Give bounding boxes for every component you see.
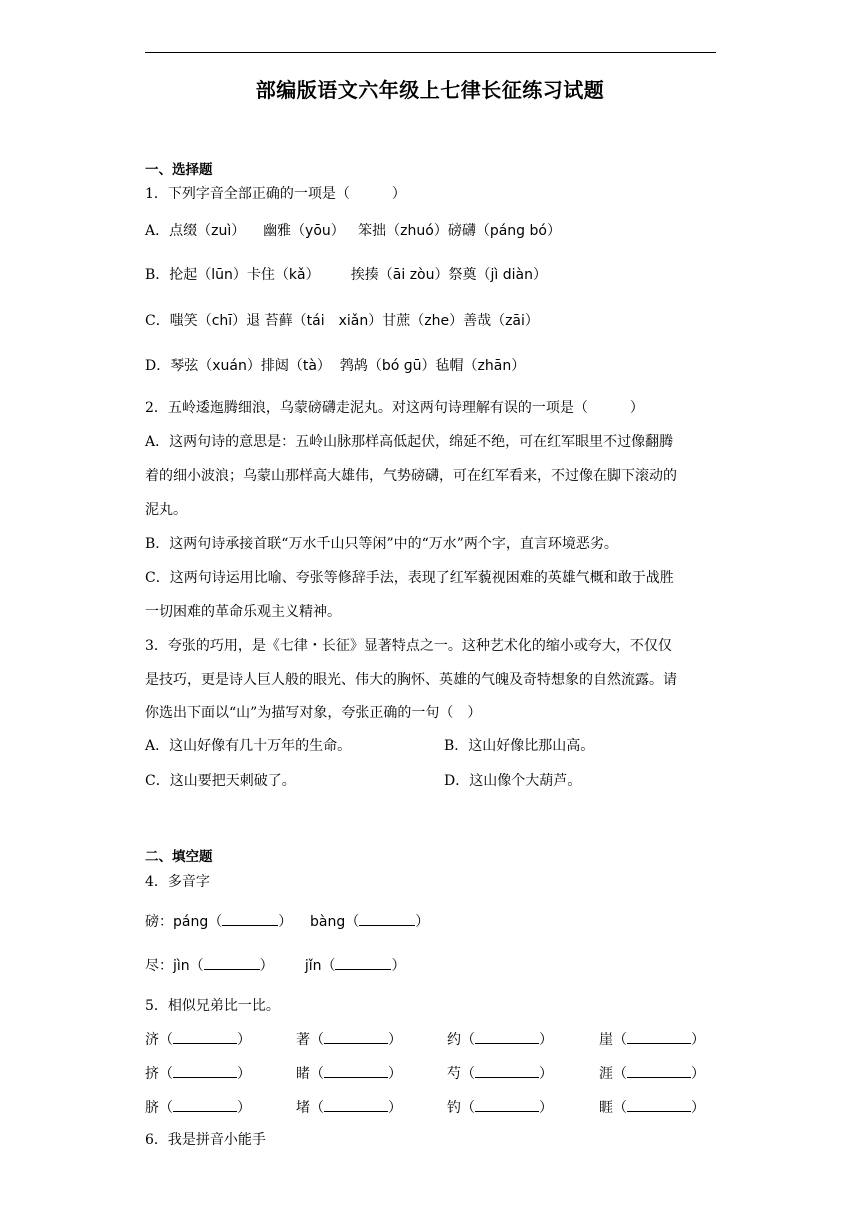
word: 毡帽 xyxy=(435,358,464,374)
pinyin: （páng bó） xyxy=(475,223,561,239)
similar-char: 睹 xyxy=(296,1066,310,1082)
paren-close: ） xyxy=(691,1032,705,1048)
answer-blank[interactable] xyxy=(627,1030,691,1044)
page-title: 部编版语文六年级上七律长征练习试题 xyxy=(255,78,605,102)
similar-char-item xyxy=(145,1064,251,1084)
answer-blank[interactable] xyxy=(475,1030,539,1044)
word: 鹁鸪 xyxy=(339,358,368,374)
word: 点缀 xyxy=(169,223,198,239)
answer-blank[interactable] xyxy=(173,1030,237,1044)
similar-char-item xyxy=(599,1030,705,1050)
pinyin: jǐn xyxy=(304,958,322,974)
q3-option-c: C．这山要把天刺破了。 xyxy=(145,773,296,789)
paren-close: ） xyxy=(388,1066,402,1082)
similar-char-item xyxy=(145,1030,251,1050)
word: 磅礴 xyxy=(447,223,476,239)
q2-option-c-line1: C．这两句诗运用比喻、夸张等修辞手法，表现了红军藐视困难的英雄气概和敢于战胜 xyxy=(145,570,674,586)
similar-char: 著 xyxy=(296,1032,310,1048)
similar-char-item xyxy=(447,1030,553,1050)
q1-stem: 1．下列字音全部正确的一项是（ ） xyxy=(145,186,406,202)
paren-close: ） xyxy=(237,1066,251,1082)
paren-close: ） xyxy=(691,1100,705,1116)
pinyin: （xuán） xyxy=(198,358,261,374)
pinyin: （zhuó） xyxy=(386,223,448,239)
answer-blank[interactable] xyxy=(324,1030,388,1044)
similar-char: 约 xyxy=(447,1032,461,1048)
q1-option-b xyxy=(145,265,547,285)
similar-char-item xyxy=(296,1098,402,1118)
word: 卡住 xyxy=(246,267,275,283)
paren-close: ） xyxy=(391,958,406,974)
pinyin: （tái xiǎn） xyxy=(292,313,383,329)
paren-close: ） xyxy=(237,1100,251,1116)
section-heading-fill: 二、填空题 xyxy=(145,849,213,865)
pinyin: （zhān） xyxy=(463,358,526,374)
paren-close: ） xyxy=(415,914,430,930)
answer-blank[interactable] xyxy=(324,1064,388,1078)
pinyin: páng xyxy=(173,914,209,930)
q3-option-b: B．这山好像比那山高。 xyxy=(444,738,595,754)
paren-open: （ xyxy=(461,1066,475,1082)
paren-open: （ xyxy=(189,958,204,974)
similar-char-item xyxy=(599,1098,705,1118)
answer-blank[interactable] xyxy=(173,1098,237,1112)
q2-stem: 2．五岭逶迤腾细浪，乌蒙磅礴走泥丸。对这两句诗理解有误的一项是（ ） xyxy=(145,400,644,416)
header-rule xyxy=(145,52,716,53)
pinyin: （zuì） xyxy=(197,223,246,239)
q1-option-d xyxy=(145,356,525,376)
similar-char: 堵 xyxy=(296,1100,310,1116)
paren-close: ） xyxy=(237,1032,251,1048)
word: 挨揍 xyxy=(350,267,379,283)
similar-char: 钓 xyxy=(447,1100,461,1116)
option-letter: C． xyxy=(145,313,170,329)
section-heading-choice: 一、选择题 xyxy=(145,162,213,178)
word: 善哉 xyxy=(463,313,492,329)
paren-close: ） xyxy=(539,1100,553,1116)
paren-open: （ xyxy=(159,1032,173,1048)
q2-option-c-line2: 一切困难的革命乐观主义精神。 xyxy=(145,604,341,620)
paren-open: （ xyxy=(613,1100,627,1116)
paren-open: （ xyxy=(310,1100,324,1116)
word: 祭奠 xyxy=(448,267,477,283)
q3-option-a: A．这山好像有几十万年的生命。 xyxy=(145,738,352,754)
answer-blank[interactable] xyxy=(173,1064,237,1078)
pinyin: （tà） xyxy=(288,358,331,374)
pinyin: （chī） xyxy=(197,313,247,329)
pinyin: （yōu） xyxy=(291,223,345,239)
word: 退 苔藓 xyxy=(246,313,293,329)
q1-option-c xyxy=(145,311,539,331)
pinyin: （lūn） xyxy=(197,267,247,283)
q2-option-a-line3: 泥丸。 xyxy=(145,502,187,518)
similar-char: 济 xyxy=(145,1032,159,1048)
word: 琴弦 xyxy=(170,358,199,374)
option-letter: D． xyxy=(145,358,171,374)
paren-open: （ xyxy=(159,1100,173,1116)
q1-option-a xyxy=(145,221,561,241)
option-letter: B． xyxy=(145,267,170,283)
paren-open: （ xyxy=(159,1066,173,1082)
answer-blank[interactable] xyxy=(475,1064,539,1078)
similar-char-item xyxy=(296,1064,402,1084)
word: 嗤笑 xyxy=(169,313,198,329)
option-letter: A． xyxy=(145,223,170,239)
pinyin: （bó ɡū） xyxy=(367,358,436,374)
paren-close: ） xyxy=(539,1032,553,1048)
paren-close: ） xyxy=(539,1066,553,1082)
similar-char-item xyxy=(145,1098,251,1118)
similar-char-item xyxy=(447,1064,553,1084)
similar-char-item xyxy=(447,1098,553,1118)
q4-row-jin xyxy=(145,956,405,976)
paren-open: （ xyxy=(310,1066,324,1082)
pinyin: （kǎ） xyxy=(274,267,320,283)
pinyin: （āi zòu） xyxy=(378,267,449,283)
paren-close: ） xyxy=(388,1100,402,1116)
similar-char-item xyxy=(599,1064,705,1084)
answer-blank[interactable] xyxy=(475,1098,539,1112)
answer-blank[interactable] xyxy=(222,912,278,926)
polyphone-char: 尽： xyxy=(145,958,173,974)
answer-blank[interactable] xyxy=(359,912,415,926)
similar-char: 芍 xyxy=(447,1066,461,1082)
paren-open: （ xyxy=(310,1032,324,1048)
similar-char: 挤 xyxy=(145,1066,159,1082)
paren-close: ） xyxy=(259,958,274,974)
pinyin: jìn xyxy=(173,958,190,974)
paren-open: （ xyxy=(345,914,360,930)
q4-stem: 4．多音字 xyxy=(145,874,210,890)
q4-row-pang xyxy=(145,912,429,932)
paren-close: ） xyxy=(278,914,293,930)
word: 抡起 xyxy=(169,267,198,283)
polyphone-char: 磅： xyxy=(145,914,173,930)
paren-open: （ xyxy=(613,1066,627,1082)
answer-blank[interactable] xyxy=(627,1064,691,1078)
paren-open: （ xyxy=(613,1032,627,1048)
pinyin: bàng xyxy=(310,914,346,930)
paren-close: ） xyxy=(691,1066,705,1082)
paren-open: （ xyxy=(208,914,223,930)
similar-char: 涯 xyxy=(599,1066,613,1082)
q3-stem-line2: 是技巧，更是诗人巨人般的眼光、伟大的胸怀、英雄的气魄及奇特想象的自然流露。请 xyxy=(145,672,677,688)
q2-option-b: B．这两句诗承接首联“万水千山只等闲”中的“万水”两个字，直言环境恶劣。 xyxy=(145,536,618,552)
word: 排闼 xyxy=(260,358,289,374)
pinyin: （jì diàn） xyxy=(476,267,547,283)
paren-open: （ xyxy=(461,1100,475,1116)
q2-option-a-line1: A．这两句诗的意思是：五岭山脉那样高低起伏，绵延不绝，可在红军眼里不过像翻腾 xyxy=(145,434,674,450)
paren-open: （ xyxy=(461,1032,475,1048)
similar-char: 脐 xyxy=(145,1100,159,1116)
q2-option-a-line2: 着的细小波浪；乌蒙山那样高大雄伟，气势磅礴，可在红军看来，不过像在脚下滚动的 xyxy=(145,468,677,484)
q3-stem-line3: 你选出下面以“山”为描写对象，夸张正确的一句（ ） xyxy=(145,705,482,721)
similar-char: 崖 xyxy=(599,1032,613,1048)
paren-close: ） xyxy=(388,1032,402,1048)
answer-blank[interactable] xyxy=(324,1098,388,1112)
q3-option-d: D．这山像个大葫芦。 xyxy=(444,773,582,789)
q6-stem: 6．我是拼音小能手 xyxy=(145,1132,266,1148)
word: 甘蔗 xyxy=(382,313,411,329)
answer-blank[interactable] xyxy=(204,956,260,970)
q5-stem: 5．相似兄弟比一比。 xyxy=(145,998,280,1014)
q3-stem-line1: 3．夸张的巧用，是《七律・长征》显著特点之一。这种艺术化的缩小或夸大，不仅仅 xyxy=(145,638,672,654)
answer-blank[interactable] xyxy=(627,1098,691,1112)
similar-char-item xyxy=(296,1030,402,1050)
answer-blank[interactable] xyxy=(335,956,391,970)
word: 幽雅 xyxy=(263,223,292,239)
pinyin: （zhe） xyxy=(410,313,464,329)
word: 笨拙 xyxy=(358,223,387,239)
pinyin: （zāi） xyxy=(491,313,539,329)
paren-open: （ xyxy=(321,958,336,974)
similar-char: 睚 xyxy=(599,1100,613,1116)
